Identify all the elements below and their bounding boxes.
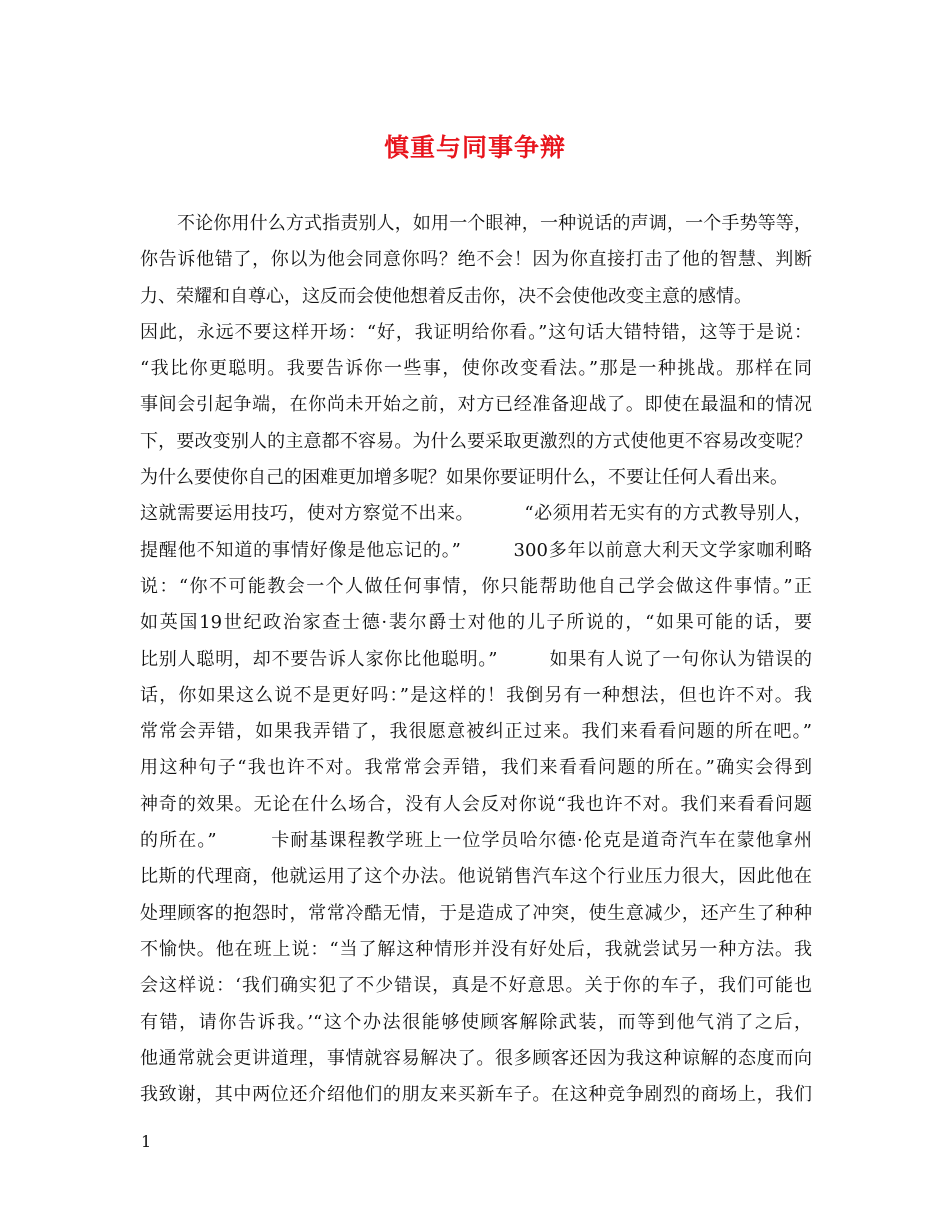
text-line: 比斯的代理商，他就运用了这个办法。他说销售汽车这个行业压力很大，因此他在 xyxy=(140,866,812,888)
page-title: 慎重与同事争辩 xyxy=(383,133,566,162)
text-line: 常常会弄错，如果我弄错了，我很愿意被纠正过来。我们来看看问题的所在吧。” xyxy=(140,721,812,743)
text-line: 不论你用什么方式指责别人，如用一个眼神，一种说话的声调，一个手势等等， xyxy=(177,213,812,234)
text-line: 他通常就会更讲道理，事情就容易解决了。很多顾客还因为我这种谅解的态度而向 xyxy=(140,1047,812,1069)
text-line: “我比你更聪明。我要告诉你一些事，使你改变看法。”那是一种挑战。那样在同 xyxy=(140,358,812,380)
text-line: 下，要改变别人的主意都不容易。为什么要采取更激烈的方式使他更不容易改变呢？ xyxy=(140,430,812,452)
text-line: 事间会引起争端，在你尚未开始之前，对方已经准备迎战了。即使在最温和的情况 xyxy=(140,394,812,416)
page-number: 1 xyxy=(141,1132,152,1151)
text-line: 因此，永远不要这样开场：“好，我证明给你看。”这句话大错特错，这等于是说： xyxy=(140,321,812,343)
text-line: 这就需要运用技巧，使对方察觉不出来。 “必须用若无实有的方式教导别人， xyxy=(140,503,812,525)
text-line: 我致谢，其中两位还介绍他们的朋友来买新车子。在这种竞争剧烈的商场上，我们 xyxy=(140,1084,812,1106)
text-line: 如英国19世纪政治家查士德·裴尔爵士对他的儿子所说的，“如果可能的话，要 xyxy=(140,612,812,634)
text-line: 力、荣耀和自尊心，这反而会使他想着反击你，决不会使他改变主意的感情。 xyxy=(140,285,752,307)
text-line: 的所在。” 卡耐基课程教学班上一位学员哈尔德·伦克是道奇汽车在蒙他拿州 xyxy=(140,830,812,852)
text-line: 提醒他不知道的事情好像是他忘记的。” 300多年以前意大利天文学家咖利略 xyxy=(140,539,812,561)
text-line: 为什么要使你自己的困难更加增多呢？如果你要证明什么，不要让任何人看出来。 xyxy=(140,467,788,489)
text-line: 神奇的效果。无论在什么场合，没有人会反对你说“我也许不对。我们来看看问题 xyxy=(140,793,812,815)
text-line: 话，你如果这么说不是更好吗：”是这样的！我倒另有一种想法，但也许不对。我 xyxy=(140,684,812,706)
text-line: 比别人聪明，却不要告诉人家你比他聪明。” 如果有人说了一句你认为错误的 xyxy=(140,648,812,670)
text-line: 说：“你不可能教会一个人做任何事情，你只能帮助他自己学会做这件事情。”正 xyxy=(140,575,812,597)
text-line: 用这种句子“我也许不对。我常常会弄错，我们来看看问题的所在。”确实会得到 xyxy=(140,757,812,779)
text-line: 会这样说：‘我们确实犯了不少错误，真是不好意思。关于你的车子，我们可能也 xyxy=(140,975,812,997)
text-line: 不愉快。他在班上说：“当了解这种情形并没有好处后，我就尝试另一种方法。我 xyxy=(140,938,812,960)
text-line: 你告诉他错了，你以为他会同意你吗？绝不会！因为你直接打击了他的智慧、判断 xyxy=(140,249,812,271)
text-line: 有错，请你告诉我。’“这个办法很能够使顾客解除武装，而等到他气消了之后， xyxy=(140,1011,812,1033)
text-line: 处理顾客的抱怨时，常常冷酷无情，于是造成了冲突，使生意减少，还产生了种种 xyxy=(140,902,812,924)
body-text xyxy=(140,206,812,1113)
